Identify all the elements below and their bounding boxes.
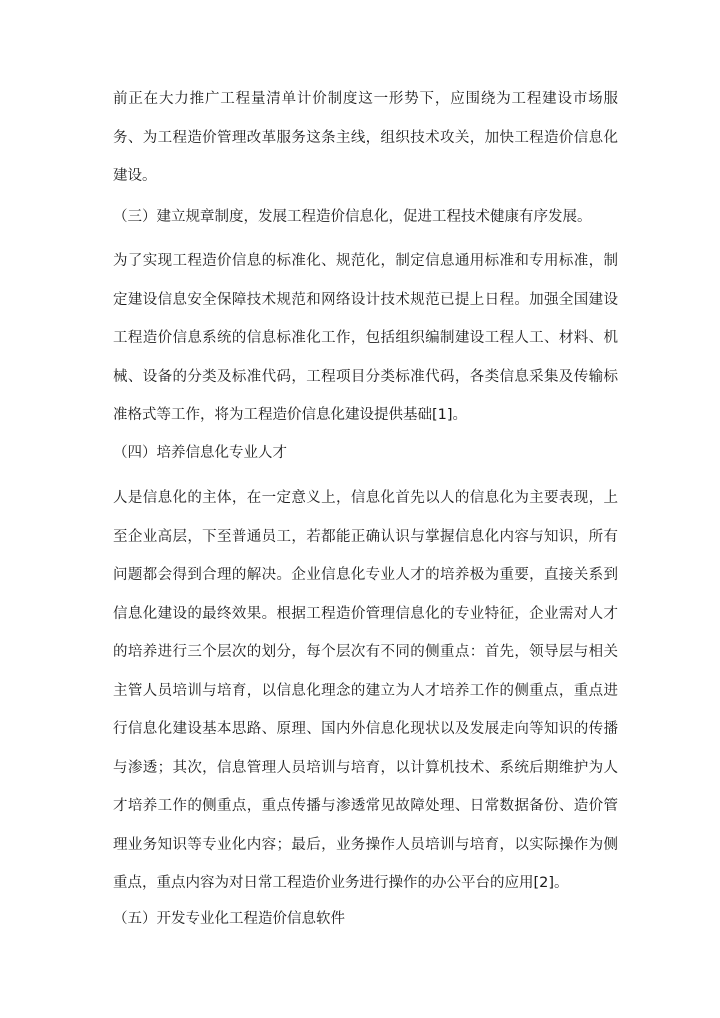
text-line: 定建设信息安全保障技术规范和网络设计技术规范已提上日程。加强全国建设 [113,291,618,308]
section-heading-3 [113,206,618,245]
text-line: 至企业高层，下至普通员工，若都能正确认识与掌握信息化内容与知识，所有 [113,528,618,545]
text-line: 重点，重点内容为对日常工程造价业务进行操作的办公平台的应用[2]。 [113,875,569,891]
text-line: 与渗透；其次，信息管理人员培训与培育，以计算机技术、系统后期维护为人 [113,759,618,776]
paragraph-3 [113,487,618,911]
text-line: 前正在大力推广工程量清单计价制度这一形势下，应围绕为工程建设市场服 [113,91,618,107]
text-line: 理业务知识等专业化内容；最后，业务操作人员培训与培育，以实际操作为侧 [113,836,618,853]
text-line: 行信息化建设基本思路、原理、国内外信息化现状以及发展走向等知识的传播 [113,721,618,737]
text-line: 人是信息化的主体，在一定意义上，信息化首先以人的信息化为主要表现，上 [113,490,618,506]
text-line: 工程造价信息系统的信息标准化工作，包括组织编制建设工程人工、材料、机 [113,330,618,346]
text-line: 务、为工程造价管理改革服务这条主线，组织技术攻关，加快工程造价信息化 [113,129,618,146]
text-line: 主管人员培训与培育，以信息化理念的建立为人才培养工作的侧重点，重点进 [113,682,618,699]
text-line: 问题都会得到合理的解决。企业信息化专业人才的培养极为重要，直接关系到 [113,567,618,583]
paragraph-2 [113,250,618,443]
section-heading-5 [113,908,618,947]
text-line: 才培养工作的侧重点，重点传播与渗透常见故障处理、日常数据备份、造价管 [113,798,618,814]
text-line: 建设。 [113,168,157,184]
text-line: 准格式等工作，将为工程造价信息化建设提供基础[1]。 [113,407,468,423]
text-line: 为了实现工程造价信息的标准化、规范化，制定信息通用标准和专用标准，制 [113,253,618,269]
section-heading-4 [113,442,618,481]
text-line: 械、设备的分类及标准代码，工程项目分类标准代码，各类信息采集及传输标 [113,368,618,385]
paragraph-1 [113,88,618,204]
text-line: 的培养进行三个层次的划分，每个层次有不同的侧重点：首先，领导层与相关 [113,644,618,660]
text-line: 信息化建设的最终效果。根据工程造价管理信息化的专业特征，企业需对人才 [113,605,618,622]
heading-line: （四）培养信息化专业人才 [113,445,287,461]
heading-line: （五）开发专业化工程造价信息软件 [113,911,345,927]
heading-line: （三）建立规章制度，发展工程造价信息化，促进工程技术健康有序发展。 [113,209,592,225]
